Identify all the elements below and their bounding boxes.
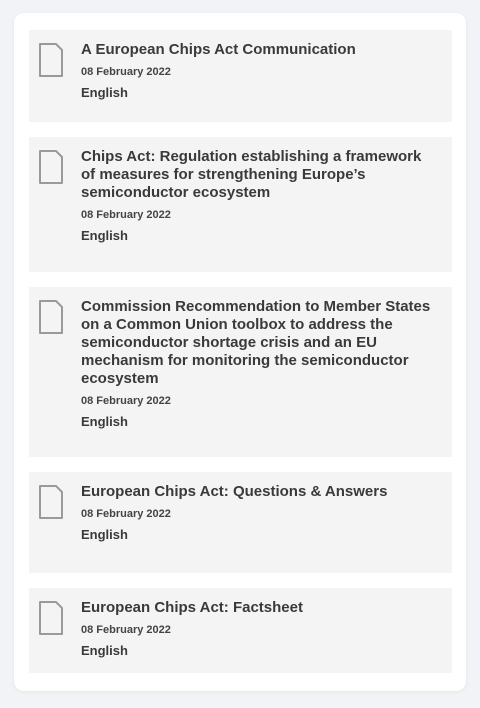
document-icon — [39, 601, 63, 635]
document-language[interactable]: English — [81, 527, 128, 542]
document-date: 08 February 2022 — [81, 508, 171, 520]
document-item[interactable] — [29, 30, 452, 122]
document-item[interactable] — [29, 472, 452, 573]
document-icon — [39, 43, 63, 77]
document-icon — [39, 300, 63, 334]
document-language[interactable]: English — [81, 228, 128, 243]
document-language[interactable]: English — [81, 85, 128, 100]
document-title-link[interactable]: Chips Act: Regulation establishing a framework of measures for strengthening Europe’s semiconductor ecosystem — [81, 148, 422, 201]
document-icon — [39, 150, 63, 184]
document-title-link[interactable]: European Chips Act: Factsheet — [81, 599, 303, 616]
document-item[interactable] — [29, 137, 452, 272]
document-date: 08 February 2022 — [81, 209, 171, 221]
document-date: 08 February 2022 — [81, 624, 171, 636]
document-title-link[interactable]: A European Chips Act Communication — [81, 41, 356, 58]
document-date: 08 February 2022 — [81, 66, 171, 78]
document-icon — [39, 485, 63, 519]
documents-panel — [14, 13, 466, 691]
document-list — [29, 30, 452, 673]
document-language[interactable]: English — [81, 643, 128, 658]
document-title-link[interactable]: Commission Recommendation to Member States on a Common Union toolbox to address the semiconductor shortage crisis and an EU mechanism for monitoring the semiconductor ecosystem — [81, 298, 431, 387]
document-item[interactable] — [29, 287, 452, 457]
document-language[interactable]: English — [81, 414, 128, 429]
document-date: 08 February 2022 — [81, 395, 171, 407]
document-item[interactable] — [29, 588, 452, 673]
document-title-link[interactable]: European Chips Act: Questions & Answers — [81, 483, 388, 500]
